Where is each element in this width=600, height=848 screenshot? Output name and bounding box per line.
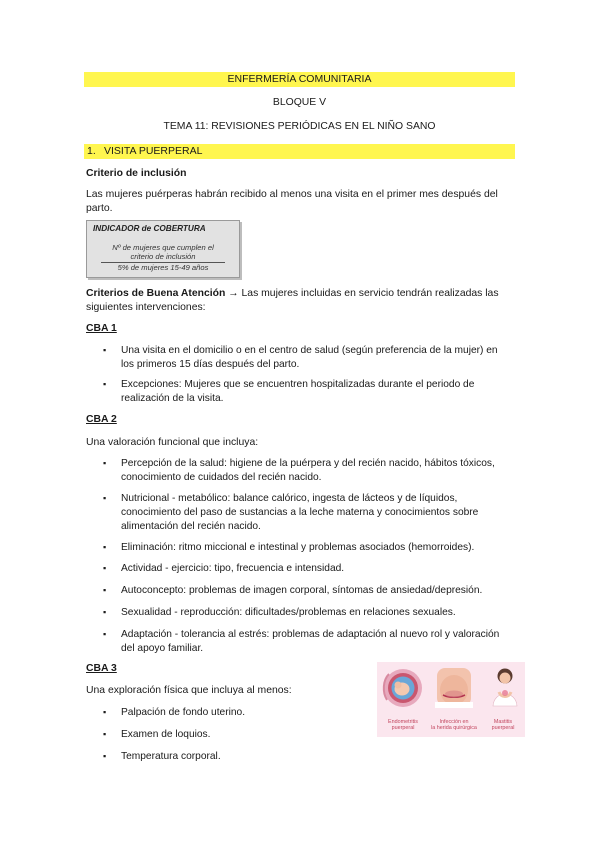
cba2-item-1: Percepción de la salud: higiene de la puérpera y del recién nacido, hábitos tóxicos, conocimiento de cuidados del recién nacido. <box>121 458 495 483</box>
bullet-icon: ▪ <box>103 607 107 617</box>
bullet-icon: ▪ <box>103 629 107 639</box>
bullet-icon: ▪ <box>103 493 107 503</box>
inclusion-heading: Criterio de inclusión <box>86 168 187 179</box>
good-care-paragraph <box>86 287 516 315</box>
caption-wound-infection: Infección en la herida quirúrgica <box>431 719 477 731</box>
bullet-icon: ▪ <box>103 345 107 355</box>
cba2-item-6: Sexualidad - reproducción: dificultades/problemas en relaciones sexuales. <box>121 607 456 618</box>
coverage-title: INDICADOR de COBERTURA <box>93 224 206 233</box>
postpartum-complications-illustration <box>377 662 525 737</box>
good-care-heading: Criterios de Buena Atención <box>86 288 226 299</box>
section-banner <box>84 144 515 159</box>
cba1-item-2: Excepciones: Mujeres que se encuentren hospitalizadas durante el periodo de realización de la visita. <box>121 379 475 404</box>
inclusion-text <box>86 188 516 216</box>
cba3-item-1: Palpación de fondo uterino. <box>121 707 246 718</box>
bullet-icon: ▪ <box>103 542 107 552</box>
cba1-item-1: Una visita en el domicilio o en el centro de salud (según preferencia de la mujer) en los primeros 15 días después del parto. <box>121 345 498 370</box>
block-title: BLOQUE V <box>272 97 327 108</box>
bullet-icon: ▪ <box>103 729 107 739</box>
cba1-heading: CBA 1 <box>86 323 117 334</box>
inclusion-line-2: parto. <box>86 203 113 214</box>
surgical-wound-icon <box>435 668 473 708</box>
subject-banner <box>84 72 515 87</box>
cba3-heading: CBA 3 <box>86 663 117 674</box>
bullet-icon: ▪ <box>103 751 107 761</box>
cba2-item-4: Actividad - ejercicio: tipo, frecuencia e intensidad. <box>121 563 345 574</box>
good-care-line-1: Las mujeres incluidas en servicio tendrán realizadas las <box>238 288 499 299</box>
mastitis-icon <box>493 669 517 707</box>
bullet-icon: ▪ <box>103 458 107 468</box>
bullet-icon: ▪ <box>103 707 107 717</box>
subject-title: ENFERMERÍA COMUNITARIA <box>227 73 372 85</box>
section-number: 1. <box>87 145 96 157</box>
cba2-item-2: Nutricional - metabólico: balance calórico, ingesta de lácteos y de líquidos, conocimiento del paso de sustancias a la leche materna y conocimientos sobre alimentación del recién nacido. <box>121 493 479 532</box>
cba3-item-2: Examen de loquios. <box>121 729 211 740</box>
caption-endometritis: Endometritis puerperal <box>388 719 418 731</box>
coverage-indicator-box <box>86 220 240 278</box>
cba2-intro: Una valoración funcional que incluya: <box>86 437 259 448</box>
bullet-icon: ▪ <box>103 585 107 595</box>
coverage-numerator-2: criterio de inclusión <box>130 252 196 261</box>
bullet-icon: ▪ <box>103 379 107 389</box>
good-care-line-2: siguientes intervenciones: <box>86 302 206 313</box>
coverage-denominator: 5% de mujeres 15-49 años <box>117 263 209 272</box>
inclusion-line-1: Las mujeres puérperas habrán recibido al menos una visita en el primer mes después del <box>86 189 498 200</box>
cba2-heading: CBA 2 <box>86 414 117 425</box>
cba2-item-7: Adaptación - tolerancia al estrés: problemas de adaptación al nuevo rol y valoración del apoyo familiar. <box>121 629 500 654</box>
bullet-icon: ▪ <box>103 563 107 573</box>
endometritis-icon <box>384 669 422 707</box>
cba2-item-3: Eliminación: ritmo miccional e intestinal y problemas asociados (hemorroides). <box>121 542 475 553</box>
cba2-item-5: Autoconcepto: problemas de imagen corporal, síntomas de ansiedad/depresión. <box>121 585 483 596</box>
topic-title: TEMA 11: REVISIONES PERIÓDICAS EN EL NIÑO SANO <box>163 121 436 132</box>
arrow-icon: → <box>228 288 239 299</box>
section-title: VISITA PUERPERAL <box>104 145 203 157</box>
caption-mastitis: Mastitis puerperal <box>491 719 515 731</box>
cba3-item-3: Temperatura corporal. <box>121 751 221 762</box>
cba3-intro: Una exploración física que incluya al menos: <box>86 685 292 696</box>
coverage-numerator-1: Nº de mujeres que cumplen el <box>112 243 214 252</box>
